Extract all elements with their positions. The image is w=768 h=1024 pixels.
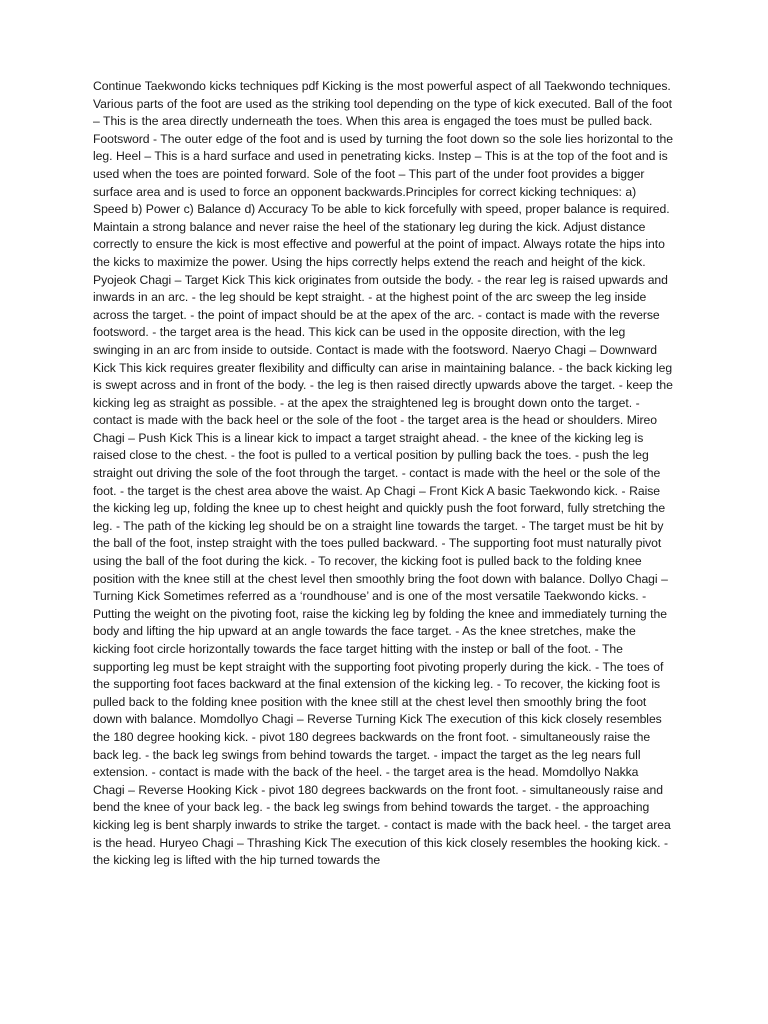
body-paragraph: Continue Taekwondo kicks techniques pdf Kicking is the most powerful aspect of all Taekwondo techniques. Various parts of the foot are used as the striking tool depending on the type of kick executed. Ball of the foot – This is the area directly underneath the toes. When this area is engaged the toes must be pulled back. Footsword - The outer edge of the foot and is used by turning the foot down so the sole lies horizontal to the leg. Heel – This is a hard surface and used in penetrating kicks. Instep – This is at the top of the foot and is used when the toes are pointed forward. Sole of the foot – This part of the under foot provides a bigger surface area and is used to force an opponent backwards.Principles for correct kicking techniques: a) Speed b) Power c) Balance d) Accuracy To be able to kick forcefully with speed, proper balance is required. Maintain a strong balance and never raise the heel of the stationary leg during the kick. Adjust distance correctly to ensure the kick is most effective and powerful at the point of impact. Always rotate the hips into the kicks to maximize the power. Using the hips correctly helps extend the reach and height of the kick. Pyojeok Chagi – Target Kick This kick originates from outside the body. - the rear leg is raised upwards and inwards in an arc. - the leg should be kept straight. - at the highest point of the arc sweep the leg inside across the target. - the point of impact should be at the apex of the arc. - contact is made with the reverse footsword. - the target area is the head. This kick can be used in the opposite direction, with the leg swinging in an arc from inside to outside. Contact is made with the footsword. Naeryo Chagi – Downward Kick This kick requires greater flexibility and difficulty can arise in maintaining balance. - the back kicking leg is swept across and in front of the body. - the leg is then raised directly upwards above the target. - keep the kicking leg as straight as possible. - at the apex the straightened leg is brought down onto the target. - contact is made with the back heel or the sole of the foot - the target area is the head or shoulders. Mireo Chagi – Push Kick This is a linear kick to impact a target straight ahead. - the knee of the kicking leg is raised close to the chest. - the foot is pulled to a vertical position by pulling back the toes. - push the leg straight out driving the sole of the foot through the target. - contact is made with the heel or the sole of the foot. - the target is the chest area above the waist. Ap Chagi – Front Kick A basic Taekwondo kick. - Raise the kicking leg up, folding the knee up to chest height and quickly push the foot forward, fully stretching the leg. - The path of the kicking leg should be on a straight line towards the target. - The target must be hit by the ball of the foot, instep straight with the toes pulled backward. - The supporting foot must naturally pivot using the ball of the foot during the kick. - To recover, the kicking foot is pulled back to the folding knee position with the knee still at the chest level then smoothly bring the foot down with balance. Dollyo Chagi – Turning Kick Sometimes referred as a ‘roundhouse’ and is one of the most versatile Taekwondo kicks. - Putting the weight on the pivoting foot, raise the kicking leg by folding the knee and immediately turning the body and lifting the hip upward at an angle towards the face target. - As the knee stretches, make the kicking foot circle horizontally towards the face target hitting with the instep or ball of the foot. - The supporting leg must be kept straight with the supporting foot pivoting properly during the kick. - The toes of the supporting foot faces backward at the final extension of the kicking leg. - To recover, the kicking foot is pulled back to the folding knee position with the knee still at the chest level then smoothly bring the foot down with balance. Momdollyo Chagi – Reverse Turning Kick The execution of this kick closely resembles the 180 degree hooking kick. - pivot 180 degrees backwards on the front foot. - simultaneously raise the back leg. - the back leg swings from behind towards the target. - impact the target as the leg nears full extension. - contact is made with the back of the heel. - the target area is the head. Momdollyo Nakka Chagi – Reverse Hooking Kick - pivot 180 degrees backwards on the front foot. - simultaneously raise and bend the knee of your back leg. - the back leg swings from behind towards the target. - the approaching kicking leg is bent sharply inwards to strike the target. - contact is made with the back heel. - the target area is the head. Huryeo Chagi – Thrashing Kick The execution of this kick closely resembles the hooking kick. - the kicking leg is lifted with the hip turned towards the (93, 79, 673, 868)
